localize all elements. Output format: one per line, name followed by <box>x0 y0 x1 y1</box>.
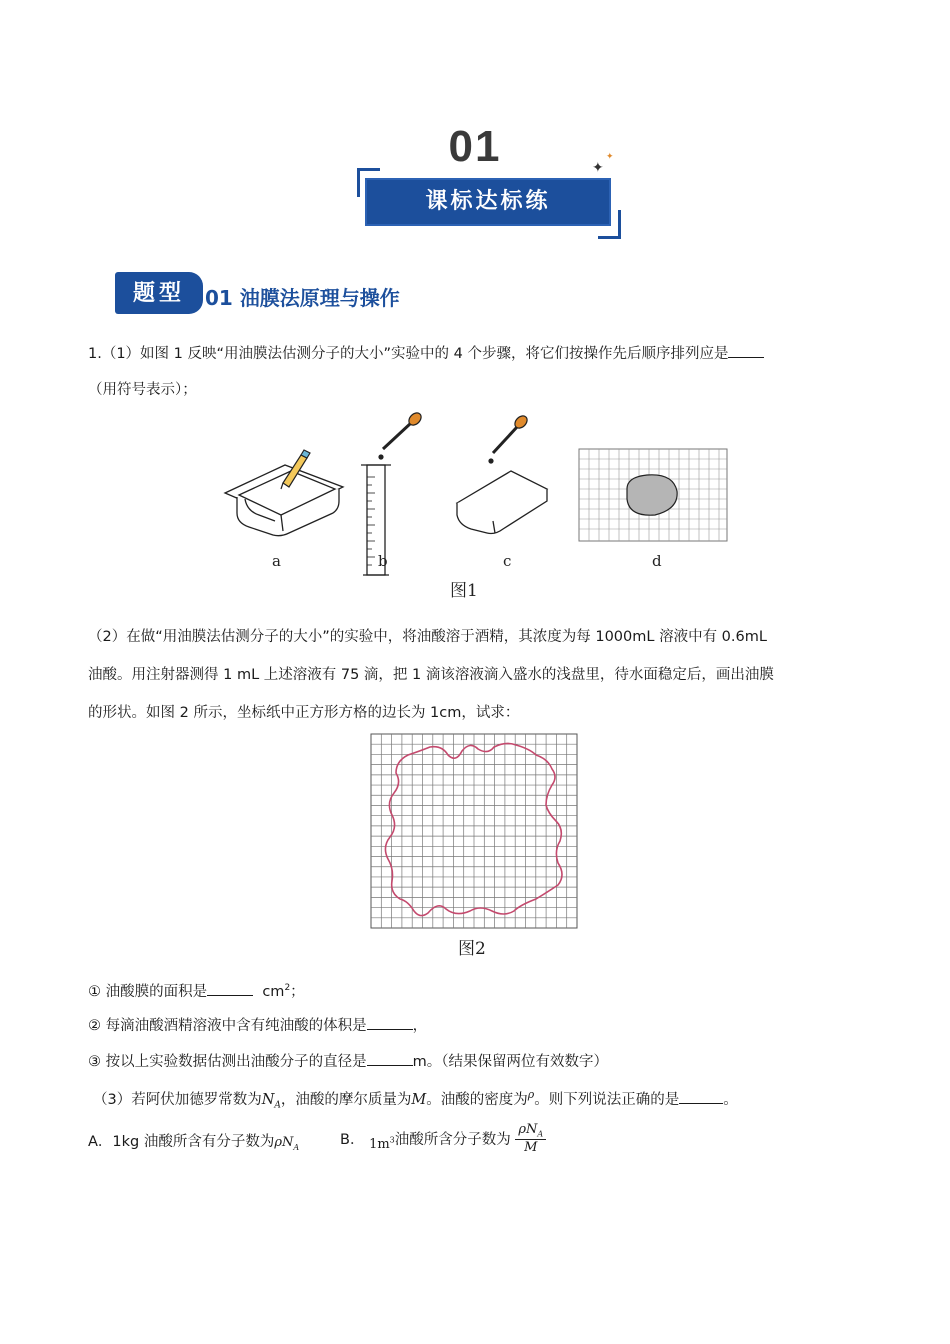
figure-1 <box>215 405 735 605</box>
fig2-caption: 图2 <box>458 939 486 959</box>
fig1-label-a: a <box>272 552 281 570</box>
q1-part1-line2: （用符号表示）； <box>88 382 197 398</box>
q1-part2-line1: （2）在做“用油膜法估测分子的大小”的实验中，将油酸溶于酒精，其浓度为每 1000mL 溶液中有 0.6mL <box>88 629 767 645</box>
answer-blank[interactable] <box>679 1088 723 1104</box>
q1-part2-line3: 的形状。如图 2 所示，坐标纸中正方形方格的边长为 1cm，试求： <box>88 705 520 721</box>
option-b-fraction: $\frac{\rho N_A}{M}$ <box>515 1122 546 1155</box>
question-type-title: 01 油膜法原理与操作 <box>205 286 400 310</box>
answer-blank[interactable] <box>367 1014 413 1030</box>
fig1-oil-film <box>627 475 677 515</box>
fig1-step-a-tray <box>225 465 343 536</box>
answer-blank[interactable] <box>207 980 253 996</box>
q1-sub3: ③ 按以上实验数据估测出油酸分子的直径是 m。（结果保留两位有效数字） <box>88 1050 608 1072</box>
sparkle-small-icon: ✦ <box>606 152 614 162</box>
sparkle-icon: ✦ <box>592 160 604 176</box>
q1-part3: （3）若阿伏加德罗常数为$N_A$，油酸的摩尔质量为M。油酸的密度为$^\rho$。则下列说法正确的是 。 <box>93 1088 738 1111</box>
fig1-label-c: c <box>503 552 512 570</box>
answer-blank[interactable] <box>728 342 764 358</box>
fig1-label-b: b <box>378 552 388 570</box>
q1-part1-line1: 1.（1）如图 1 反映“用油膜法估测分子的大小”实验中的 4 个步骤，将它们按操作先后顺序排列应是 <box>88 342 764 364</box>
option-a[interactable]: A．1kg 油酸所含有分子数为$\rho N_A$ <box>88 1134 300 1152</box>
q1-sub1: ① 油酸膜的面积是 $cm^2$； <box>88 978 305 1002</box>
fig1-caption: 图1 <box>450 581 478 601</box>
option-b[interactable]: B． $1m^3$油酸所含分子数为 $\frac{\rho N_A}{M}$ <box>340 1122 546 1155</box>
figure-2-grid <box>370 733 578 929</box>
q1-sub2: ② 每滴油酸酒精溶液中含有纯油酸的体积是 ， <box>88 1014 427 1036</box>
chapter-number: 01 <box>448 122 502 171</box>
section-banner: 课标达标练 <box>365 178 611 226</box>
fig1-step-c-tray <box>457 471 547 534</box>
q1-part2-line2: 油酸。用注射器测得 1 mL 上述溶液有 75 滴，把 1 滴该溶液滴入盛水的浅盘里，待水面稳定后，画出油膜 <box>88 667 774 683</box>
fig1-label-d: d <box>652 552 662 570</box>
answer-blank[interactable] <box>367 1050 413 1066</box>
fig1-dropper-icon-b <box>379 411 423 459</box>
question-type-tag: 题型 <box>115 272 203 314</box>
fig1-dropper-icon-c <box>489 414 529 463</box>
